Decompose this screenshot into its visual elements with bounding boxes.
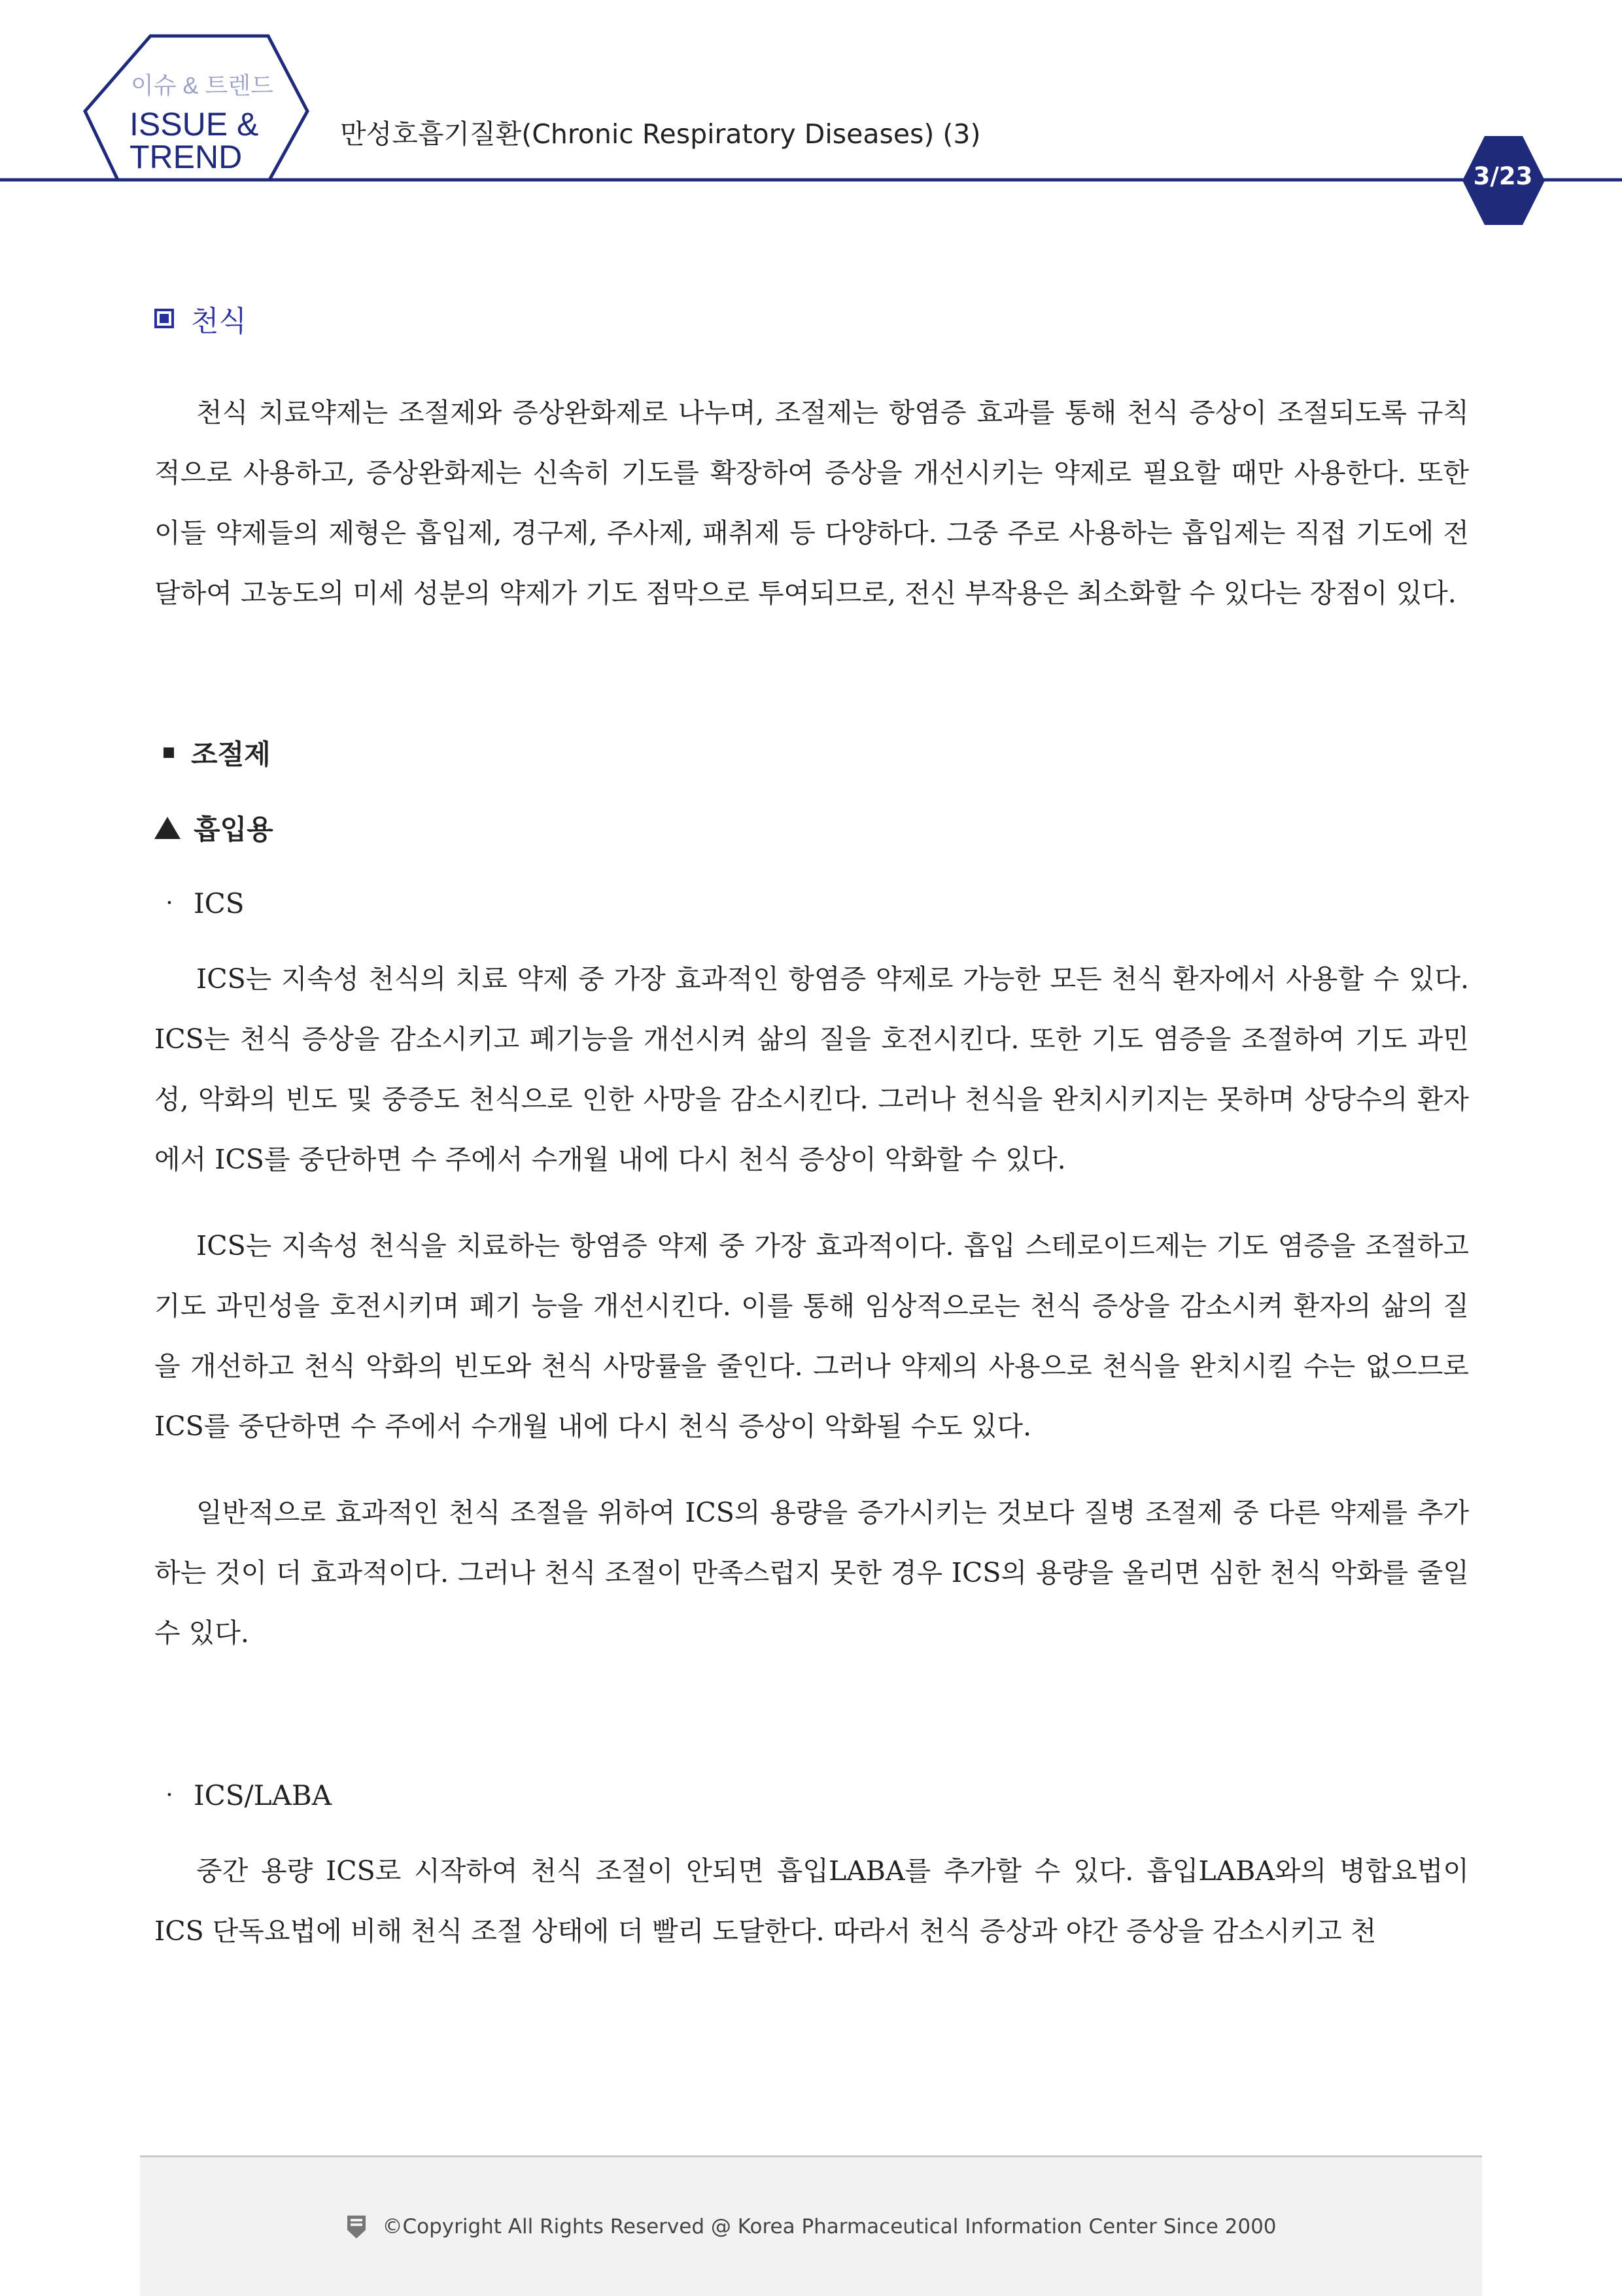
logo-line-issue: ISSUE & <box>129 106 259 143</box>
logo-subtitle: 이슈 & 트렌드 <box>131 72 273 99</box>
inhaled-heading <box>154 808 1469 848</box>
page-number-badge: 3/23 <box>1473 162 1533 190</box>
ics-laba-paragraph-1: 중간 용량 ICS로 시작하여 천식 조절이 안되면 흡입LABA를 추가할 수 있다. 흡입LABA와의 병합요법이 ICS 단독요법에 비해 천식 조절 상태에 더 빨리 도달한다. 따라서 천식 증상과 야간 증상을 감소시키고 천 <box>154 1855 1469 1947</box>
ics-paragraph-3: 일반적으로 효과적인 천식 조절을 위하여 ICS의 용량을 증가시키는 것보다 질병 조절제 중 다른 약제를 추가 하는 것이 더 효과적이다. 그러나 천식 조절이 만족스럽지 못한 경우 ICS의 용량을 올리면 심한 천식 악화를 줄일 수 있다. <box>154 1497 1469 1649</box>
section-title: 천식 <box>191 305 247 338</box>
section-heading <box>154 298 1469 339</box>
ics-item-label: ICS <box>194 887 245 919</box>
kpic-emblem-icon <box>345 2214 368 2240</box>
document-title: 만성호흡기질환(Chronic Respiratory Diseases) (3) <box>340 118 981 150</box>
triangle-bullet-icon <box>154 817 181 839</box>
square-bullet-icon <box>154 309 174 328</box>
page-footer <box>140 2155 1482 2296</box>
dot-bullet-icon: · <box>165 889 173 917</box>
document-body <box>154 298 1469 1961</box>
small-square-bullet-icon <box>164 747 174 758</box>
intro-paragraph: 천식 치료약제는 조절제와 증상완화제로 나누며, 조절제는 항염증 효과를 통해 천식 증상이 조절되도록 규칙적으로 사용하고, 증상완화제는 신속히 기도를 확장하여 증상을 개선시키는 약제로 필요할 때만 사용한다. 또한 이들 약제들의 제형은 흡입제, 경구제, 주사제, 패취제 등 다양하다. 그중 주로 사용하는 흡입제는 직접 기도에 전달하여 고농도의 미세 성분의 약제가 기도 점막으로 투여되므로, 전신 부작용은 최소화할 수 있다는 장점이 있다. <box>154 397 1469 609</box>
dot-bullet-icon: · <box>165 1781 173 1809</box>
ics-paragraph-1: ICS는 지속성 천식의 치료 약제 중 가장 효과적인 항염증 약제로 가능한 모든 천식 환자에서 사용할 수 있다. ICS는 천식 증상을 감소시키고 폐기능을 개선시켜 삶의 질을 호전시킨다. 또한 기도 염증을 조절하여 기도 과민성, 악화의 빈도 및 중증도 천식으로 인한 사망을 감소시킨다. 그러나 천식을 완치시키지는 못하며 상당수의 환자에서 ICS를 중단하면 수 주에서 수개월 내에 다시 천식 증상이 악화할 수 있다. <box>154 963 1469 1175</box>
ics-paragraph-2: ICS는 지속성 천식을 치료하는 항염증 약제 중 가장 효과적이다. 흡입 스테로이드제는 기도 염증을 조절하고 기도 과민성을 호전시키며 폐기 능을 개선시킨다. 이를 통해 임상적으로는 천식 증상을 감소시켜 환자의 삶의 질을 개선하고 천식 악화의 빈도와 천식 사망률을 줄인다. 그러나 약제의 사용으로 천식을 완치시킬 수는 없으므로 ICS를 중단하면 수 주에서 수개월 내에 다시 천식 증상이 악화될 수도 있다. <box>154 1230 1469 1442</box>
controller-heading-label: 조절제 <box>191 738 271 770</box>
inhaled-heading-label: 흡입용 <box>194 814 273 846</box>
copyright-text: ©Copyright All Rights Reserved @ Korea Pharmaceutical Information Center Since 2000 <box>382 2215 1277 2238</box>
ics-laba-item-label: ICS/LABA <box>194 1779 332 1811</box>
ics-laba-item <box>154 1775 1469 1815</box>
ics-item <box>154 883 1469 923</box>
logo-line-trend: TREND <box>129 139 243 175</box>
controller-heading <box>154 733 1469 772</box>
